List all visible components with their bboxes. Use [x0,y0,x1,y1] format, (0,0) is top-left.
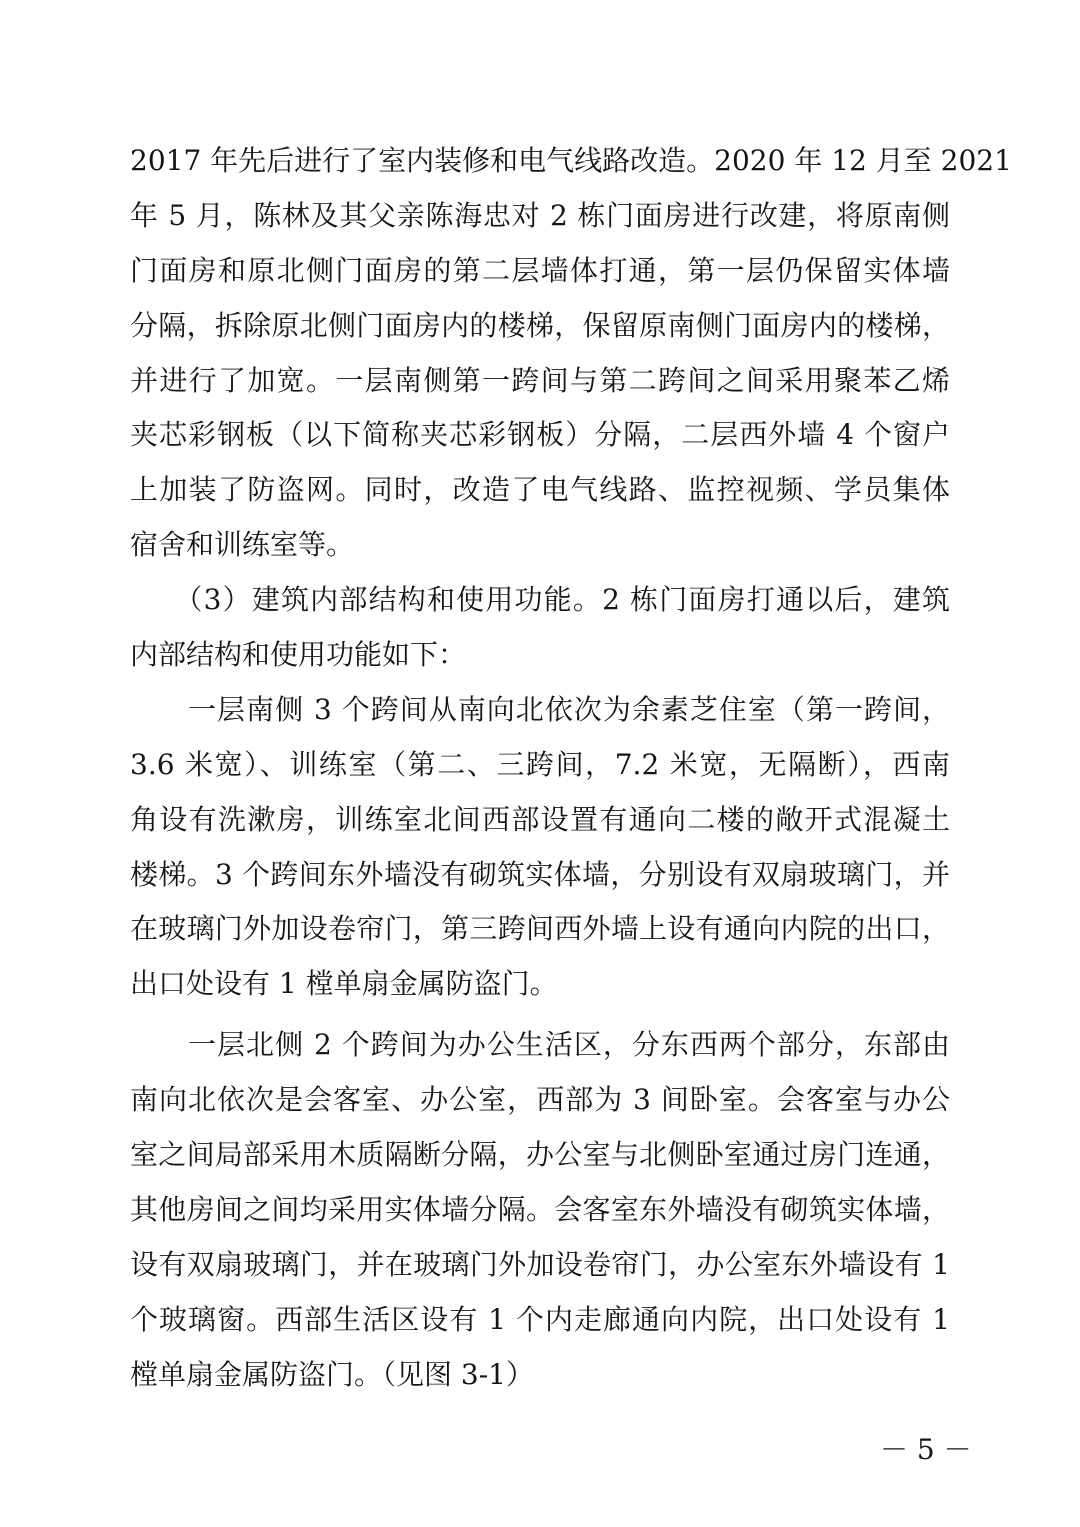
paragraph [130,134,1012,573]
text-line: 设有双扇玻璃门，并在玻璃门外加设卷帘门，办公室东外墙设有 1 [130,1247,950,1281]
text-line: 其他房间之间均采用实体墙分隔。会客室东外墙没有砌筑实体墙， [130,1192,950,1226]
text-line: 并进行了加宽。一层南侧第一跨间与第二跨间之间采用聚苯乙烯 [130,363,950,397]
text-line: 一层南侧 3 个跨间从南向北依次为余素芝住室（第一跨间， [130,692,950,726]
text-line: 3.6 米宽）、训练室（第二、三跨间，7.2 米宽，无隔断），西南 [130,747,950,781]
paragraph [130,1018,950,1402]
text-line: 南向北依次是会客室、办公室，西部为 3 间卧室。会客室与办公 [130,1083,950,1117]
text-line: （3）建筑内部结构和使用功能。2 栋门面房打通以后，建筑 [130,583,950,617]
text-line: 2017 年先后进行了室内装修和电气线路改造。2020 年 12 月至 2021 [130,144,1012,177]
text-line: 宿舍和训练室等。 [130,528,355,562]
text-line: 分隔，拆除原北侧门面房内的楼梯，保留原南侧门面房内的楼梯， [130,308,950,342]
text-line: 年 5 月，陈林及其父亲陈海忠对 2 栋门面房进行改建，将原南侧 [130,198,950,232]
text-line: 楼梯。3 个跨间东外墙没有砌筑实体墙，分别设有双扇玻璃门，并 [130,857,950,891]
page-number: － 5 － [880,1433,972,1466]
text-line: 出口处设有 1 樘单扇金属防盗门。 [130,967,558,1001]
text-line: 内部结构和使用功能如下： [130,638,467,672]
text-line: 在玻璃门外加设卷帘门，第三跨间西外墙上设有通向内院的出口， [130,912,950,946]
text-line: 樘单扇金属防盗门。（见图 3-1） [130,1357,534,1391]
text-line: 一层北侧 2 个跨间为办公生活区，分东西两个部分，东部由 [130,1028,950,1062]
text-line: 角设有洗漱房，训练室北间西部设置有通向二楼的敞开式混凝土 [130,802,950,836]
paragraph [130,683,950,1012]
text-line: 个玻璃窗。西部生活区设有 1 个内走廊通向内院，出口处设有 1 [130,1302,950,1336]
text-line: 上加装了防盗网。同时，改造了电气线路、监控视频、学员集体 [130,473,950,507]
text-line: 夹芯彩钢板（以下简称夹芯彩钢板）分隔，二层西外墙 4 个窗户 [130,418,950,452]
body-text [130,134,1012,1402]
paragraph [130,573,950,683]
text-line: 门面房和原北侧门面房的第二层墙体打通，第一层仍保留实体墙 [130,253,950,287]
text-line: 室之间局部采用木质隔断分隔，办公室与北侧卧室通过房门连通， [130,1138,950,1172]
